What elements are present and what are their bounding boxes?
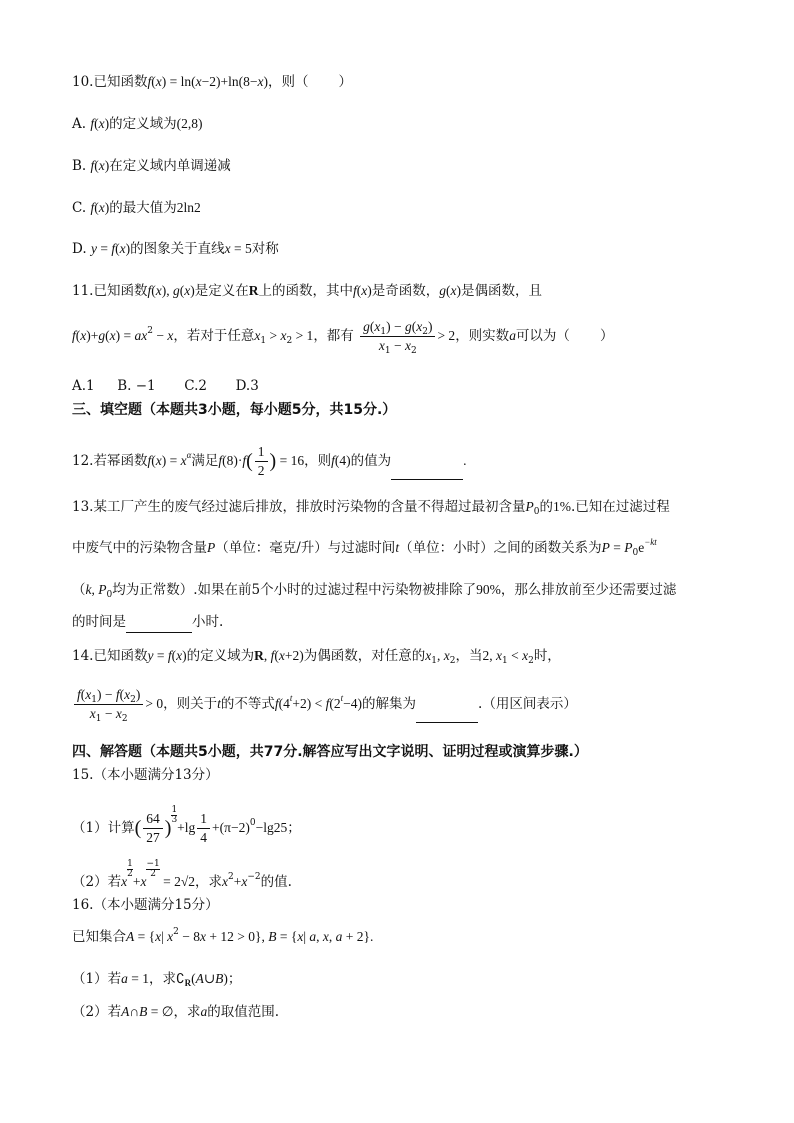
- question-15-part-1: （1）计算( $\frac{64}{27}$ ) $\frac{1}{3}$ +lg $\frac{1}{4}$ $+(\pi-2)^0-\lg 25$；: [72, 805, 301, 845]
- question-14-line-2: $\frac{f(x_1) - f(x_2)}{x_1 - x_2}$ > 0，则关于t的不等式$f(4^t+2) < f(2^t-4)$的解集为 .（用区间表示）: [72, 686, 577, 723]
- question-12: 12.若幂函数$f(x) = x^\alpha$满足f(8)·f( $\frac{1}{2}$ ) = 16，则f(4)的值为 .: [72, 444, 467, 478]
- question-13-line-1: 13.某工厂产生的废气经过滤后排放，排放时污染物的含量不得超过最初含量$P_0$的1%.已知在过滤过程: [72, 499, 670, 517]
- question-14-line-1: 14.已知函数y = f(x)的定义域为R, f(x+2)为偶函数，对任意的$x_1$, $x_2$，当2, $x_1 < x_2$时，: [72, 648, 561, 666]
- question-10-option-a: A. f(x)的定义域为(2,8): [72, 116, 203, 132]
- section-4-heading: 四、解答题（本题共5小题，共77分.解答应写出文字说明、证明过程或演算步骤.）: [72, 744, 588, 760]
- question-11-stem: 11.已知函数f(x), g(x)是定义在R上的函数，其中f(x)是奇函数，g(x)是偶函数，且: [72, 283, 543, 299]
- question-13-line-3: （k, $P_0$均为正常数）.如果在前5个小时的过滤过程中污染物被排除了90%，那么排放前至少还需要过滤: [72, 582, 677, 600]
- question-10-option-b: B. f(x)在定义域内单调递减: [72, 158, 231, 174]
- question-16-heading: 16.（本小题满分15分）: [72, 897, 219, 913]
- question-11-option-a: A.1: [72, 378, 95, 394]
- question-16-part-1: （1）若a = 1，求$∁_R(A\cup B)$；: [72, 971, 242, 988]
- question-13-line-4: 的时间是 小时.: [72, 611, 223, 633]
- question-13-line-2: 中废气中的污染物含量P（单位：毫克/升）与过滤时间t（单位：小时）之间的函数关系为$P = P_0e^{-kt}$: [72, 537, 657, 558]
- question-16-sets: 已知集合A = {x| $x^2 - 8x + 12 > 0$}, B = {x| a, x, a + 2}.: [72, 927, 374, 945]
- question-10-option-c: C. f(x)的最大值为2ln2: [72, 200, 201, 216]
- question-11-option-b: B. −1: [117, 378, 156, 394]
- question-16-part-2: （2）若A∩B = ∅，求a的取值范围.: [72, 1004, 280, 1020]
- question-10-option-d: D. y = f(x)的图象关于直线x = 5对称: [72, 241, 279, 257]
- question-11-option-d: D.3: [235, 378, 259, 394]
- question-11-condition: $f(x)+g(x) = ax^2 - x$，若对于任意$x_1 > x_2 > 1$，都有 $\frac{g(x_1) - g(x_2)}{x_1 - x_2}$ > 2，则实数a可以为（ ）: [72, 319, 614, 356]
- question-11-option-c: C.2: [184, 378, 207, 394]
- question-11-options: [72, 375, 259, 397]
- question-15-part-2: （2）若x $\frac{1}{2}$ +x $\frac{-1}{2}$ = 2√2，求$x^2+x^{-2}$的值.: [72, 859, 292, 890]
- question-15-heading: 15.（本小题满分13分）: [72, 767, 219, 783]
- question-10-stem: 10.已知函数f(x) = ln(x−2)+ln(8−x)，则（ ）: [72, 74, 352, 90]
- section-3-heading: 三、填空题（本题共3小题，每小题5分，共15分.）: [72, 402, 397, 418]
